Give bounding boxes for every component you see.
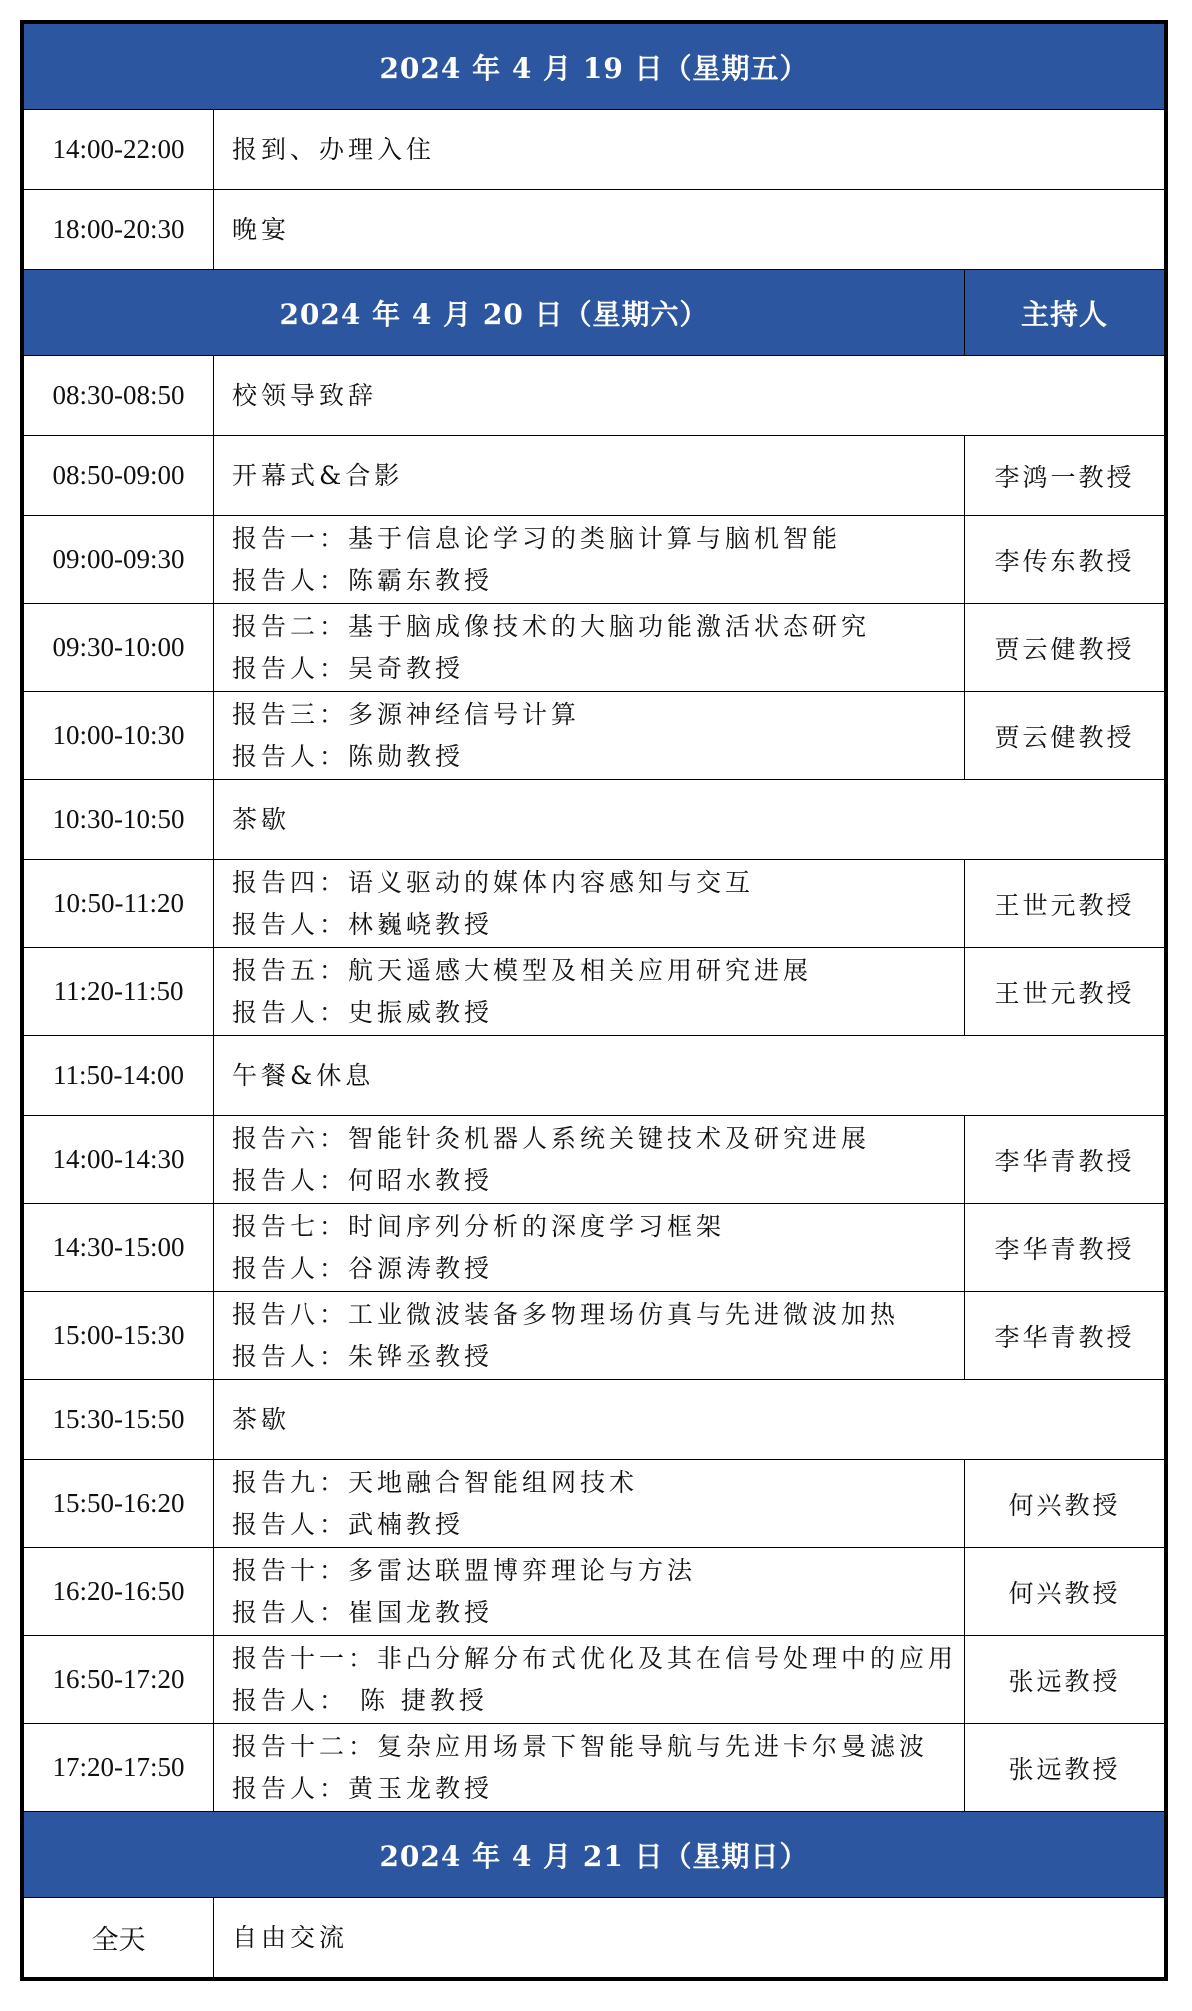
description-line: 报告人： 陈 捷教授 xyxy=(232,1685,488,1715)
session-description xyxy=(214,356,1165,436)
session-description xyxy=(214,110,1165,190)
description-line: 报告十二：复杂应用场景下智能导航与先进卡尔曼滤波 xyxy=(232,1731,929,1761)
time-slot: 11:50-14:00 xyxy=(24,1036,214,1116)
time-slot: 16:50-17:20 xyxy=(24,1636,214,1724)
description-line: 报告人：黄玉龙教授 xyxy=(232,1773,494,1803)
schedule-sheet xyxy=(20,20,1168,1981)
host-name: 张远教授 xyxy=(965,1724,1165,1812)
schedule-row xyxy=(24,1036,1165,1116)
time-slot: 14:00-14:30 xyxy=(24,1116,214,1204)
time-slot: 14:30-15:00 xyxy=(24,1204,214,1292)
host-name: 李华青教授 xyxy=(965,1204,1165,1292)
session-description xyxy=(214,190,1165,270)
day-header: 2024 年 4 月 21 日（星期日） xyxy=(24,1812,1165,1898)
host-name: 李华青教授 xyxy=(965,1292,1165,1380)
description-line: 报告人：朱铧丞教授 xyxy=(232,1341,494,1371)
time-slot: 09:00-09:30 xyxy=(24,516,214,604)
time-slot: 14:00-22:00 xyxy=(24,110,214,190)
time-slot: 08:50-09:00 xyxy=(24,436,214,516)
description-line: 茶歇 xyxy=(232,804,291,834)
description-line: 报告人：何昭水教授 xyxy=(232,1165,494,1195)
description-line: 报告人：谷源涛教授 xyxy=(232,1253,494,1283)
session-description xyxy=(214,1116,965,1204)
host-name: 贾云健教授 xyxy=(965,692,1165,780)
session-description xyxy=(214,604,965,692)
description-line: 开幕式&合影 xyxy=(232,460,404,490)
schedule-row xyxy=(24,1380,1165,1460)
description-line: 报告六：智能针灸机器人系统关键技术及研究进展 xyxy=(232,1123,871,1153)
session-description xyxy=(214,1204,965,1292)
session-description xyxy=(214,1292,965,1380)
description-line: 午餐&休息 xyxy=(232,1060,375,1090)
description-line: 报告人：崔国龙教授 xyxy=(232,1597,494,1627)
schedule-row xyxy=(24,1898,1165,1978)
schedule-row xyxy=(24,1636,1165,1724)
schedule-row xyxy=(24,1460,1165,1548)
time-slot: 10:50-11:20 xyxy=(24,860,214,948)
description-line: 校领导致辞 xyxy=(232,380,378,410)
session-description xyxy=(214,516,965,604)
schedule-row xyxy=(24,1116,1165,1204)
time-slot: 16:20-16:50 xyxy=(24,1548,214,1636)
day-header: 2024 年 4 月 20 日（星期六） xyxy=(24,270,965,356)
schedule-row xyxy=(24,516,1165,604)
session-description xyxy=(214,1036,1165,1116)
time-slot: 08:30-08:50 xyxy=(24,356,214,436)
host-name: 张远教授 xyxy=(965,1636,1165,1724)
schedule-table xyxy=(23,23,1165,1978)
session-description xyxy=(214,1548,965,1636)
session-description xyxy=(214,1898,1165,1978)
description-line: 晚宴 xyxy=(232,214,291,244)
host-column-header: 主持人 xyxy=(965,270,1165,356)
host-name: 何兴教授 xyxy=(965,1548,1165,1636)
host-name: 何兴教授 xyxy=(965,1460,1165,1548)
day-header: 2024 年 4 月 19 日（星期五） xyxy=(24,24,1165,110)
description-line: 茶歇 xyxy=(232,1404,291,1434)
schedule-row xyxy=(24,780,1165,860)
description-line: 报告人：陈霸东教授 xyxy=(232,565,494,595)
day-header-row xyxy=(24,1812,1165,1898)
schedule-row xyxy=(24,1292,1165,1380)
description-line: 报告一：基于信息论学习的类脑计算与脑机智能 xyxy=(232,523,842,553)
time-slot: 17:20-17:50 xyxy=(24,1724,214,1812)
description-line: 报告十：多雷达联盟博弈理论与方法 xyxy=(232,1555,697,1585)
schedule-body xyxy=(24,24,1165,1978)
host-name: 李传东教授 xyxy=(965,516,1165,604)
description-line: 报告三：多源神经信号计算 xyxy=(232,699,581,729)
time-slot: 18:00-20:30 xyxy=(24,190,214,270)
time-slot: 15:00-15:30 xyxy=(24,1292,214,1380)
session-description xyxy=(214,1636,965,1724)
description-line: 报告五：航天遥感大模型及相关应用研究进展 xyxy=(232,955,813,985)
time-slot: 09:30-10:00 xyxy=(24,604,214,692)
host-name: 王世元教授 xyxy=(965,948,1165,1036)
description-line: 报到、办理入住 xyxy=(232,134,436,164)
description-line: 报告人：武楠教授 xyxy=(232,1509,465,1539)
schedule-row xyxy=(24,1204,1165,1292)
schedule-row xyxy=(24,436,1165,516)
session-description xyxy=(214,780,1165,860)
session-description xyxy=(214,948,965,1036)
time-slot: 全天 xyxy=(24,1898,214,1978)
host-name: 贾云健教授 xyxy=(965,604,1165,692)
schedule-row xyxy=(24,190,1165,270)
description-line: 报告人：林巍峣教授 xyxy=(232,909,494,939)
description-line: 报告人：吴奇教授 xyxy=(232,653,465,683)
day-header-row xyxy=(24,24,1165,110)
time-slot: 10:00-10:30 xyxy=(24,692,214,780)
host-name: 李鸿一教授 xyxy=(965,436,1165,516)
session-description xyxy=(214,436,965,516)
time-slot: 11:20-11:50 xyxy=(24,948,214,1036)
schedule-row xyxy=(24,692,1165,780)
description-line: 报告人：史振威教授 xyxy=(232,997,494,1027)
description-line: 报告人：陈勋教授 xyxy=(232,741,465,771)
description-line: 报告四：语义驱动的媒体内容感知与交互 xyxy=(232,867,755,897)
session-description xyxy=(214,860,965,948)
host-name: 李华青教授 xyxy=(965,1116,1165,1204)
description-line: 报告八：工业微波装备多物理场仿真与先进微波加热 xyxy=(232,1299,900,1329)
schedule-row xyxy=(24,356,1165,436)
day-header-row xyxy=(24,270,1165,356)
session-description xyxy=(214,1724,965,1812)
time-slot: 15:30-15:50 xyxy=(24,1380,214,1460)
schedule-row xyxy=(24,1724,1165,1812)
description-line: 报告十一：非凸分解分布式优化及其在信号处理中的应用 xyxy=(232,1643,958,1673)
time-slot: 15:50-16:20 xyxy=(24,1460,214,1548)
schedule-row xyxy=(24,110,1165,190)
description-line: 自由交流 xyxy=(232,1922,349,1952)
schedule-row xyxy=(24,604,1165,692)
description-line: 报告二：基于脑成像技术的大脑功能激活状态研究 xyxy=(232,611,871,641)
schedule-row xyxy=(24,860,1165,948)
schedule-row xyxy=(24,948,1165,1036)
schedule-row xyxy=(24,1548,1165,1636)
host-name: 王世元教授 xyxy=(965,860,1165,948)
description-line: 报告九：天地融合智能组网技术 xyxy=(232,1467,639,1497)
time-slot: 10:30-10:50 xyxy=(24,780,214,860)
session-description xyxy=(214,692,965,780)
session-description xyxy=(214,1460,965,1548)
session-description xyxy=(214,1380,1165,1460)
description-line: 报告七：时间序列分析的深度学习框架 xyxy=(232,1211,726,1241)
